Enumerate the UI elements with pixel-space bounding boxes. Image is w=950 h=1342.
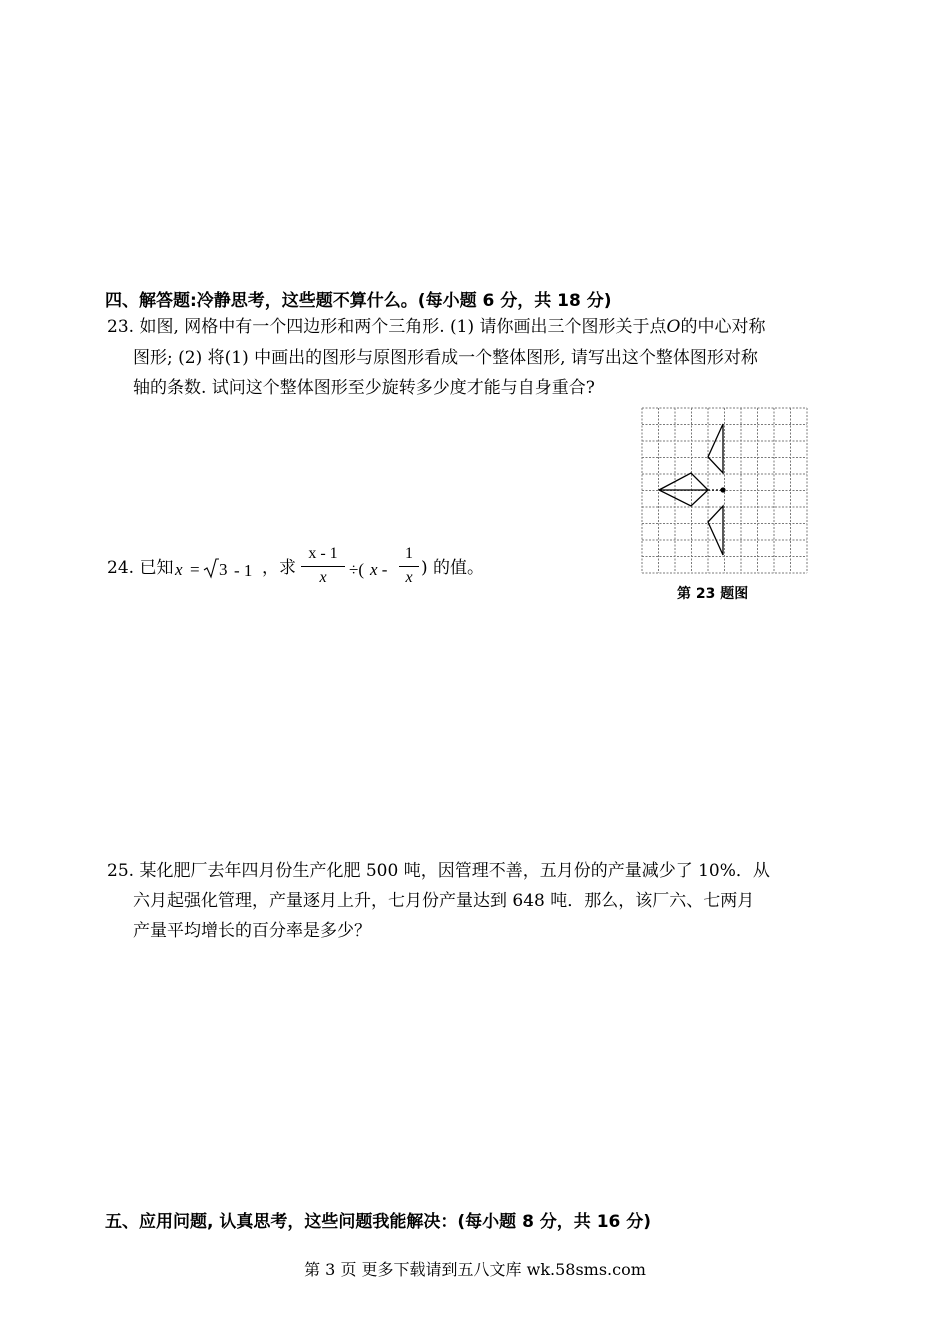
q23-figure-caption: 第 23 题图 (677, 586, 749, 602)
q24-equals: = (190, 560, 200, 579)
center-point-o (720, 487, 725, 492)
fraction-1-over-x (399, 545, 419, 587)
q23-line-3: 轴的条数. 试问这个整体图形至少旋转多少度才能与自身重合? (133, 378, 595, 398)
q24-prefix: 24. 已知 (107, 558, 174, 578)
q25-line-2: 六月起强化管理，产量逐月上升，七月份产量达到 648 吨．那么，该厂六、七两月 (133, 891, 755, 911)
q24-ask: ，求 (262, 558, 296, 578)
q24-divide-open: ÷( (349, 560, 364, 579)
q24-variable-x: x (175, 560, 183, 579)
upper-triangle (708, 424, 723, 473)
page-footer: 第 3 页 更多下载请到五八文库 wk.58sms.com (304, 1260, 646, 1279)
q25-line-1: 25. 某化肥厂去年四月份生产化肥 500 吨，因管理不善，五月份的产量减少了 10%．从 (107, 861, 770, 881)
q23-line-1-text: 23. 如图, 网格中有一个四边形和两个三角形. (1) 请你画出三个图形关于点 (107, 317, 667, 337)
q24-suffix: ) 的值。 (421, 558, 485, 578)
fraction-2-denominator: x (399, 566, 419, 587)
lower-triangle (708, 506, 723, 555)
q23-line-1 (107, 311, 765, 343)
fraction-1-denominator: x (301, 566, 345, 587)
q24-x-minus: x - (370, 560, 388, 579)
q25-line-3: 产量平均增长的百分率是多少？ (133, 921, 371, 941)
q23-point-label: O (666, 317, 681, 337)
fraction-x-minus-1-over-x (301, 545, 345, 587)
q24-sqrt-arg: 3 (219, 560, 228, 579)
section-five-heading: 五、应用问题, 认真思考，这些问题我能解决：(每小题 8 分，共 16 分) (105, 1212, 652, 1232)
q23-line-2: 图形; (2) 将(1) 中画出的图形与原图形看成一个整体图形, 请写出这个整体图形对称 (133, 348, 758, 368)
sqrt-sign (203, 557, 219, 579)
q24-minus-one: - 1 (234, 561, 253, 580)
q23-line-1-end: 的中心对称 (680, 317, 766, 337)
q23-grid-figure (640, 406, 812, 578)
fraction-1-numerator: x - 1 (308, 545, 338, 562)
fraction-2-numerator: 1 (405, 545, 413, 562)
section-four-heading: 四、解答题:冷静思考，这些题不算什么。(每小题 6 分，共 18 分) (105, 291, 612, 311)
